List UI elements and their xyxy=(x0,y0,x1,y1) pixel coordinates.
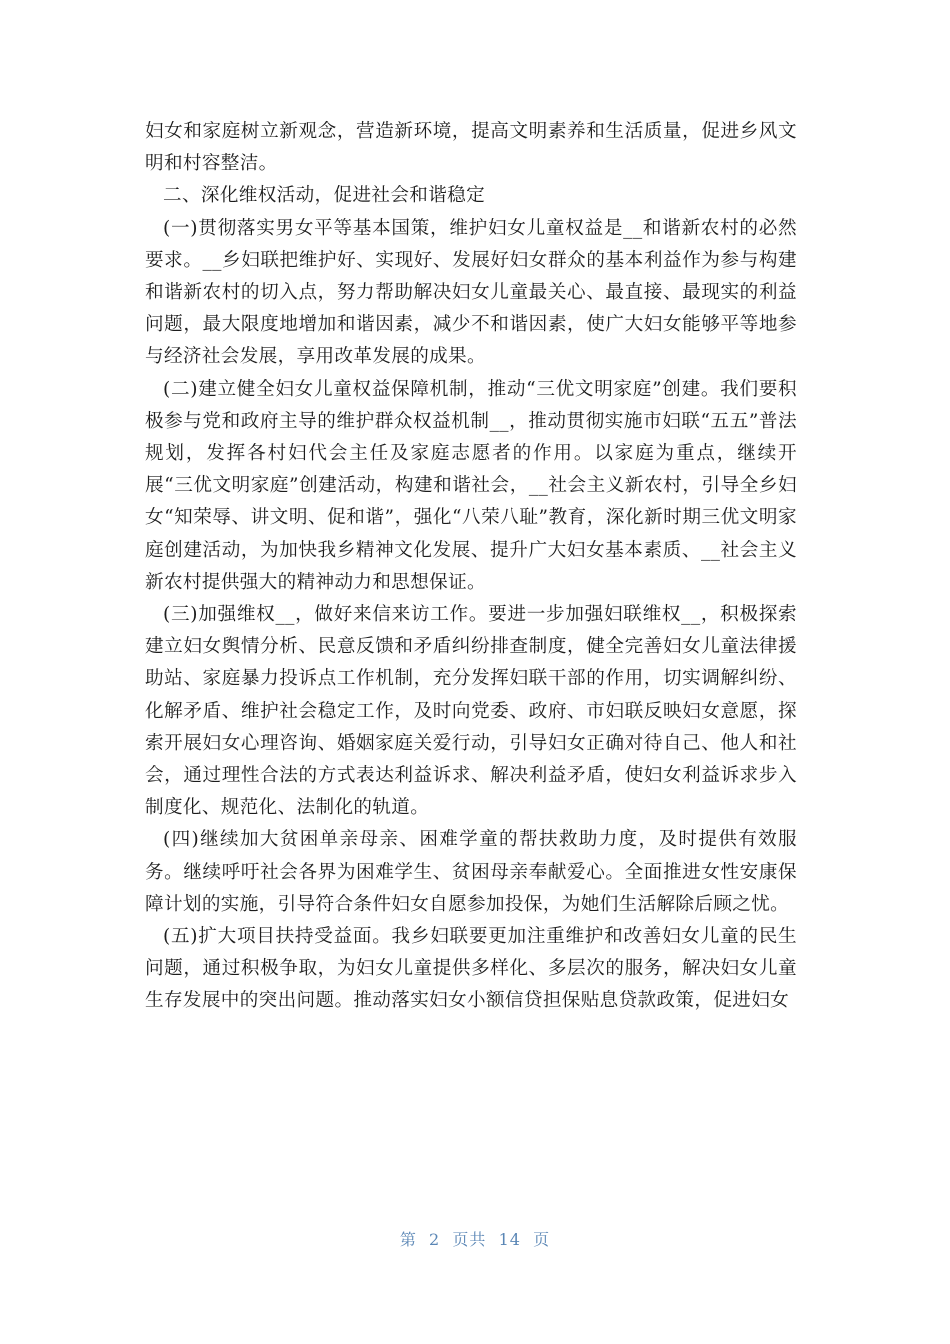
section-heading: 二、深化维权活动，促进社会和谐稳定 xyxy=(163,185,486,207)
paragraph-item-2: (二)建立健全妇女儿童权益保障机制，推动“三优文明家庭”创建。我们要积极参与党和政府主导的维护群众权益机制__，推动贯彻实施市妇联“五五”普法规划，发挥各村妇代会主任及家庭志愿者的作用。以家庭为重点，继续开展“三优文明家庭”创建活动，构建和谐社会，__社会主义新农村，引导全乡妇女“知荣辱、讲文明、促和谐”，强化“八荣八耻”教育，深化新时期三优文明家庭创建活动，为加快我乡精神文化发展、提升广大妇女基本素质、__社会主义新农村提供强大的精神动力和思想保证。 xyxy=(145,378,797,593)
paragraph-item-4: (四)继续加大贫困单亲母亲、困难学童的帮扶救助力度，及时提供有效服务。继续呼吁社会各界为困难学生、贫困母亲奉献爱心。全面推进女性安康保障计划的实施，引导符合条件妇女自愿参加投保，为她们生活解除后顾之忧。 xyxy=(145,829,797,915)
page-footer: 第 2 页共 14 页 xyxy=(399,1230,551,1249)
paragraph-item-3: (三)加强维权__，做好来信来访工作。要进一步加强妇联维权__，积极探索建立妇女舆情分析、民意反馈和矛盾纠纷排查制度，健全完善妇女儿童法律援助站、家庭暴力投诉点工作机制，充分发挥妇联干部的作用，切实调解纠纷、化解矛盾、维护社会稳定工作，及时向党委、政府、市妇联反映妇女意愿，探索开展妇女心理咨询、婚姻家庭关爱行动，引导妇女正确对待自己、他人和社会，通过理性合法的方式表达利益诉求、解决利益矛盾，使妇女利益诉求步入制度化、规范化、法制化的轨道。 xyxy=(145,604,797,819)
paragraph-item-5: (五)扩大项目扶持受益面。我乡妇联要更加注重维护和改善妇女儿童的民生问题，通过积极争取，为妇女儿童提供多样化、多层次的服务，解决妇女儿童生存发展中的突出问题。推动落实妇女小额信贷担保贴息贷款政策，促进妇女 xyxy=(145,926,797,1012)
document-body xyxy=(145,116,797,1018)
paragraph-continuation: 妇女和家庭树立新观念，营造新环境，提高文明素养和生活质量，促进乡风文明和村容整洁。 xyxy=(145,121,797,175)
paragraph-item-1: (一)贯彻落实男女平等基本国策，维护妇女儿童权益是__和谐新农村的必然要求。__乡妇联把维护好、实现好、发展好妇女群众的基本利益作为参与构建和谐新农村的切入点，努力帮助解决妇女儿童最关心、最直接、最现实的利益问题，最大限度地增加和谐因素，减少不和谐因素，使广大妇女能够平等地参与经济社会发展，享用改革发展的成果。 xyxy=(145,217,797,368)
